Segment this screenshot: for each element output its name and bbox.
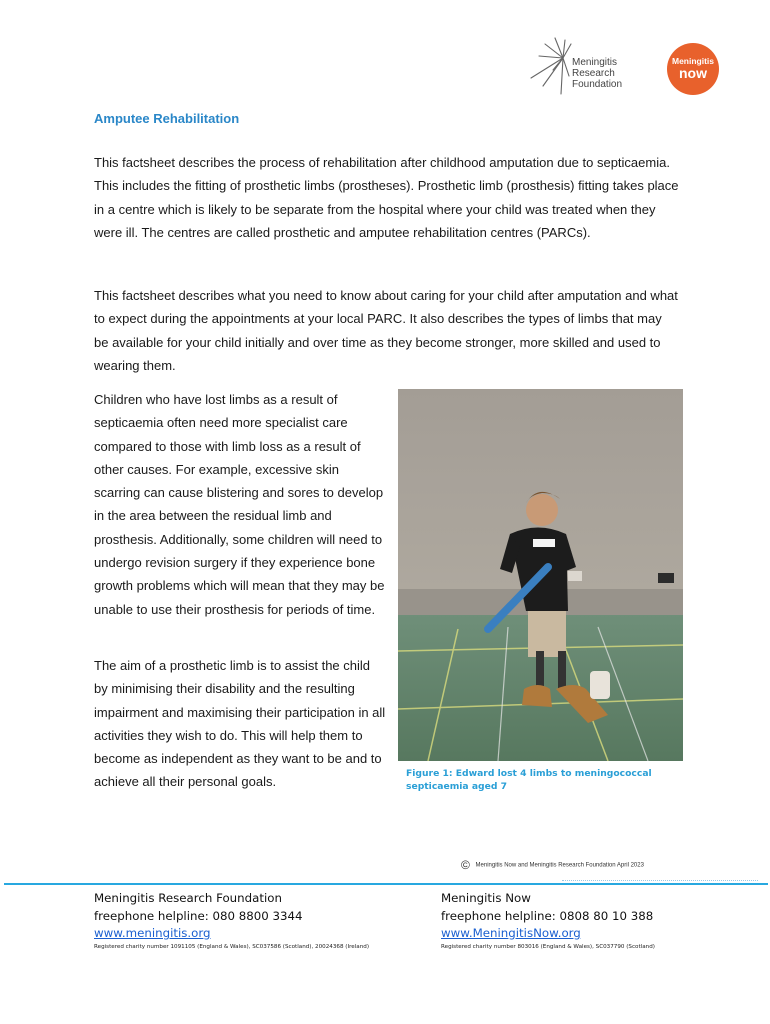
footer-mn-name: Meningitis Now — [441, 891, 531, 905]
footer-rule — [4, 883, 768, 885]
footer-mn-link[interactable]: www.MeningitisNow.org — [441, 926, 581, 940]
figure-caption: Figure 1: Edward lost 4 limbs to meningococcal septicaemia aged 7 — [406, 768, 652, 792]
footer-mrf — [94, 890, 369, 952]
specialist-care-paragraph: Children who have lost limbs as a result of septicaemia often need more specialist care compared to those with limb loss as a result of other causes. For example, excessive skin scarring can cause blistering and sores to develop in the area between the residual limb and prosthesis. Additionally, some children will need to undergo revision surgery if they experience bone growth problems which will mean that they may be unable to use their prosthesis for periods of time. — [94, 392, 385, 617]
footer-mrf-name: Meningitis Research Foundation — [94, 891, 282, 905]
footer-mn-registration: Registered charity number 803016 (England & Wales), SC037790 (Scotland) — [441, 943, 655, 950]
mn-logo-line2: now — [679, 65, 707, 81]
footer-mrf-helpline: freephone helpline: 080 8800 3344 — [94, 908, 303, 923]
mrf-logo-line3: Foundation — [572, 79, 623, 90]
mrf-logo-line1: Meningitis — [572, 57, 618, 68]
copyright-text: Meningitis Now and Meningitis Research Foundation April 2023 — [475, 862, 644, 869]
footer-mn-helpline: freephone helpline: 0808 80 10 388 — [441, 908, 654, 923]
meningitis-now-logo — [667, 43, 719, 95]
mn-logo-line1: Meningitis — [671, 56, 715, 66]
footer-mrf-link[interactable]: www.meningitis.org — [94, 926, 211, 940]
overview-paragraph: This factsheet describes what you need to know about caring for your child after amputation and what to expect during the appointments at your local PARC. It also describes the types of limbs that may be available for your child initially and over time as they become stronger, more skilled and used to wearing them. — [94, 288, 678, 373]
dotted-divider — [562, 880, 758, 881]
prosthetic-aim-paragraph: The aim of a prosthetic limb is to assist the child by minimising their disability and the resulting impairment and maximising their participation in all activities they wish to do. This will help them to become as independent as they want to be and to achieve all their personal goals. — [94, 658, 386, 790]
page-title: Amputee Rehabilitation — [94, 111, 240, 126]
mrf-logo-line2: Research — [572, 68, 615, 79]
mrf-logo-text — [572, 57, 622, 90]
copyright-notice — [461, 858, 644, 872]
footer-mn — [441, 890, 655, 952]
intro-paragraph: This factsheet describes the process of rehabilitation after childhood amputation due to septicaemia. This includes the fitting of prosthetic limbs (prostheses). Prosthetic limb (prosthesis) fitting takes place in a centre which is likely to be separate from the hospital where your child was treated when they were ill. The centres are called prosthetic and amputee rehabilitation centres (PARCs). — [94, 155, 679, 240]
copyright-symbol: © — [461, 858, 470, 872]
footer-mrf-registration: Registered charity number 1091105 (England & Wales), SC037586 (Scotland), 20024368 (Ireland) — [94, 943, 370, 950]
figure-photo — [398, 389, 683, 761]
